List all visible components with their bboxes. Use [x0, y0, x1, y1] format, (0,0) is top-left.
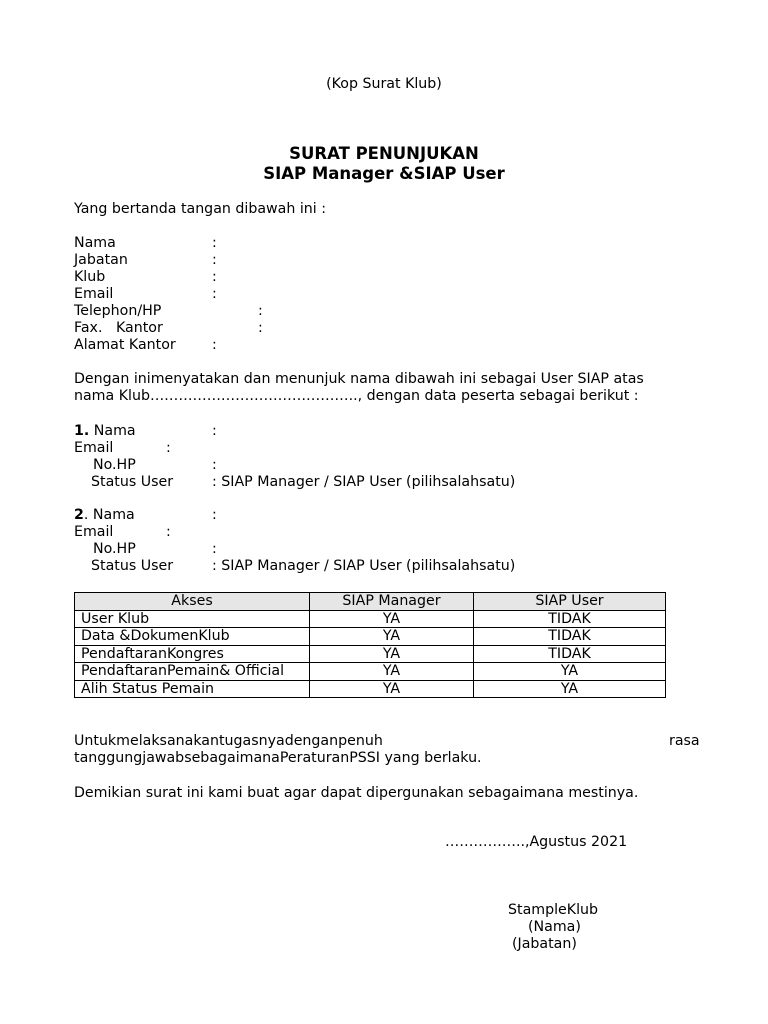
user-number: 2: [74, 507, 84, 523]
table-row: [75, 610, 666, 628]
user-1-status-value: : SIAP Manager / SIAP User (pilihsalahsatu): [212, 474, 516, 490]
field-colon: :: [258, 320, 263, 336]
field-colon: :: [166, 440, 171, 456]
signature-stamp: StampleKlub: [508, 902, 599, 918]
table-row: [75, 645, 666, 663]
table-row: [75, 663, 666, 681]
user-1-email-label: Email: [74, 440, 114, 456]
cell-akses: Alih Status Pemain: [75, 680, 310, 698]
signature-date: ……………..,Agustus 2021: [445, 834, 628, 850]
statement-line-1: Dengan inimenyatakan dan menunjuk nama dibawah ini sebagai User SIAP atas: [74, 371, 644, 387]
user-number: 1.: [74, 423, 90, 439]
field-label-fax: Fax. Kantor: [74, 320, 163, 336]
closing-line-1-right: rasa: [669, 733, 700, 749]
document-title: SURAT PENUNJUKAN: [289, 144, 479, 163]
cell-akses: PendaftaranPemain& Official: [75, 663, 310, 681]
user-2-nama: [74, 507, 135, 524]
field-colon: :: [166, 524, 171, 540]
field-colon: :: [212, 252, 217, 268]
field-colon: :: [258, 303, 263, 319]
user-nama-label: Nama: [89, 423, 136, 439]
field-label-jabatan: Jabatan: [74, 252, 128, 268]
header-akses: Akses: [75, 593, 310, 611]
field-colon: :: [212, 235, 217, 251]
field-colon: :: [212, 286, 217, 302]
cell-manager: YA: [310, 663, 474, 681]
cell-manager: YA: [310, 610, 474, 628]
field-colon: :: [212, 457, 217, 473]
closing-line-1-left: Untukmelaksanakantugasnyadenganpenuh: [74, 733, 383, 749]
closing-line-3: Demikian surat ini kami buat agar dapat dipergunakan sebagaimana mestinya.: [74, 785, 639, 801]
user-2-status-value: : SIAP Manager / SIAP User (pilihsalahsatu): [212, 558, 516, 574]
cell-user: YA: [474, 680, 666, 698]
user-2-email-label: Email: [74, 524, 114, 540]
user-1-nohp-label: No.HP: [93, 457, 136, 473]
field-label-email: Email: [74, 286, 114, 302]
user-1-status-label: Status User: [91, 474, 174, 490]
cell-akses: PendaftaranKongres: [75, 645, 310, 663]
table-header-row: [75, 593, 666, 611]
statement-line-2: nama Klub…………………………………….., dengan data peserta sebagai berikut :: [74, 388, 639, 404]
field-colon: :: [212, 541, 217, 557]
signature-name: (Nama): [528, 919, 581, 935]
cell-manager: YA: [310, 680, 474, 698]
field-colon: :: [212, 423, 217, 439]
intro-text: Yang bertanda tangan dibawah ini :: [74, 201, 326, 217]
cell-manager: YA: [310, 628, 474, 646]
field-label-nama: Nama: [74, 235, 116, 251]
user-2-nohp-label: No.HP: [93, 541, 136, 557]
cell-user: TIDAK: [474, 645, 666, 663]
field-colon: :: [212, 507, 217, 523]
cell-akses: User Klub: [75, 610, 310, 628]
signature-position: (Jabatan): [512, 936, 577, 952]
letterhead-placeholder: (Kop Surat Klub): [326, 76, 442, 92]
field-label-klub: Klub: [74, 269, 106, 285]
cell-user: TIDAK: [474, 610, 666, 628]
document-subtitle: SIAP Manager &SIAP User: [263, 164, 505, 183]
cell-user: TIDAK: [474, 628, 666, 646]
cell-manager: YA: [310, 645, 474, 663]
table-row: [75, 628, 666, 646]
closing-line-2: tanggungjawabsebagaimanaPeraturanPSSI yang berlaku.: [74, 750, 482, 766]
field-label-telephon: Telephon/HP: [74, 303, 162, 319]
field-colon: :: [212, 269, 217, 285]
user-nama-label: . Nama: [83, 507, 135, 523]
table-row: [75, 680, 666, 698]
cell-akses: Data &DokumenKlub: [75, 628, 310, 646]
header-siap-user: SIAP User: [474, 593, 666, 611]
user-2-status-label: Status User: [91, 558, 174, 574]
access-table: [74, 592, 666, 698]
field-label-alamat: Alamat Kantor: [74, 337, 176, 353]
header-siap-manager: SIAP Manager: [310, 593, 474, 611]
user-1-nama: [74, 423, 136, 440]
field-colon: :: [212, 337, 217, 353]
cell-user: YA: [474, 663, 666, 681]
